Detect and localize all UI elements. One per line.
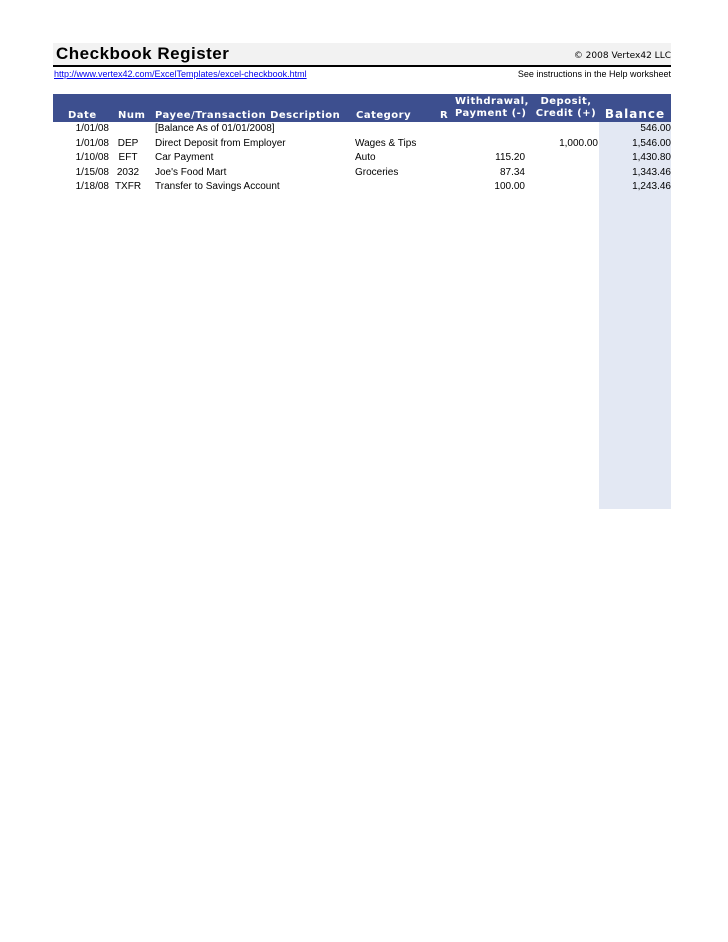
cell-payee[interactable]: Joe's Food Mart: [155, 166, 227, 178]
cell-payee[interactable]: [Balance As of 01/01/2008]: [155, 123, 275, 134]
cell-date[interactable]: 1/01/08: [75, 137, 109, 149]
cell-withdrawal[interactable]: 87.34: [499, 166, 525, 178]
copyright-notice: © 2008 Vertex42 LLC: [573, 51, 671, 61]
column-header-date: Date: [68, 110, 97, 121]
column-header-withdrawal-line1: Withdrawal,: [455, 96, 529, 107]
transaction-row[interactable]: [53, 166, 671, 181]
transaction-row[interactable]: [53, 151, 671, 166]
cell-balance: 1,546.00: [632, 137, 671, 149]
template-url-link[interactable]: http://www.vertex42.com/ExcelTemplates/excel-checkbook.html: [54, 69, 307, 79]
column-header-deposit: [531, 96, 601, 120]
column-header-category: Category: [356, 110, 412, 121]
transaction-row[interactable]: [53, 180, 671, 195]
column-header-withdrawal: [455, 96, 529, 120]
column-header-num: Num: [118, 110, 146, 121]
column-header-balance: Balance: [604, 107, 666, 121]
cell-balance: 1,430.80: [632, 152, 671, 163]
transaction-list: [53, 122, 671, 195]
cell-date[interactable]: 1/01/08: [75, 123, 109, 134]
cell-date[interactable]: 1/18/08: [75, 181, 109, 192]
transaction-row[interactable]: [53, 137, 671, 152]
cell-withdrawal[interactable]: 115.20: [495, 152, 525, 163]
cell-category[interactable]: Groceries: [355, 166, 399, 178]
cell-payee[interactable]: Direct Deposit from Employer: [155, 137, 286, 149]
title-divider: [53, 65, 671, 67]
help-note: See instructions in the Help worksheet: [517, 69, 671, 79]
cell-num[interactable]: 2032: [116, 166, 140, 178]
cell-balance: 546.00: [640, 123, 671, 134]
cell-date[interactable]: 1/10/08: [75, 152, 109, 163]
cell-deposit[interactable]: 1,000.00: [559, 137, 598, 149]
column-header-reconciled: R: [440, 110, 449, 121]
column-header-payee: Payee/Transaction Description: [155, 110, 341, 121]
cell-num[interactable]: EFT: [118, 152, 138, 163]
column-header-deposit-line1: Deposit,: [540, 96, 592, 107]
cell-balance: 1,243.46: [632, 181, 671, 192]
cell-payee[interactable]: Car Payment: [155, 152, 214, 163]
page-title: Checkbook Register: [56, 44, 230, 63]
cell-category[interactable]: Auto: [355, 152, 376, 163]
column-header-row: [53, 94, 671, 122]
transaction-row[interactable]: [53, 122, 671, 137]
cell-withdrawal[interactable]: 100.00: [494, 181, 525, 192]
cell-category[interactable]: Wages & Tips: [355, 137, 417, 149]
cell-date[interactable]: 1/15/08: [75, 166, 109, 178]
cell-num[interactable]: TXFR: [114, 181, 142, 192]
cell-num[interactable]: DEP: [117, 137, 139, 149]
cell-balance: 1,343.46: [632, 166, 671, 178]
cell-payee[interactable]: Transfer to Savings Account: [155, 181, 280, 192]
column-header-withdrawal-line2: Payment (-): [455, 108, 527, 119]
column-header-deposit-line2: Credit (+): [535, 108, 597, 119]
